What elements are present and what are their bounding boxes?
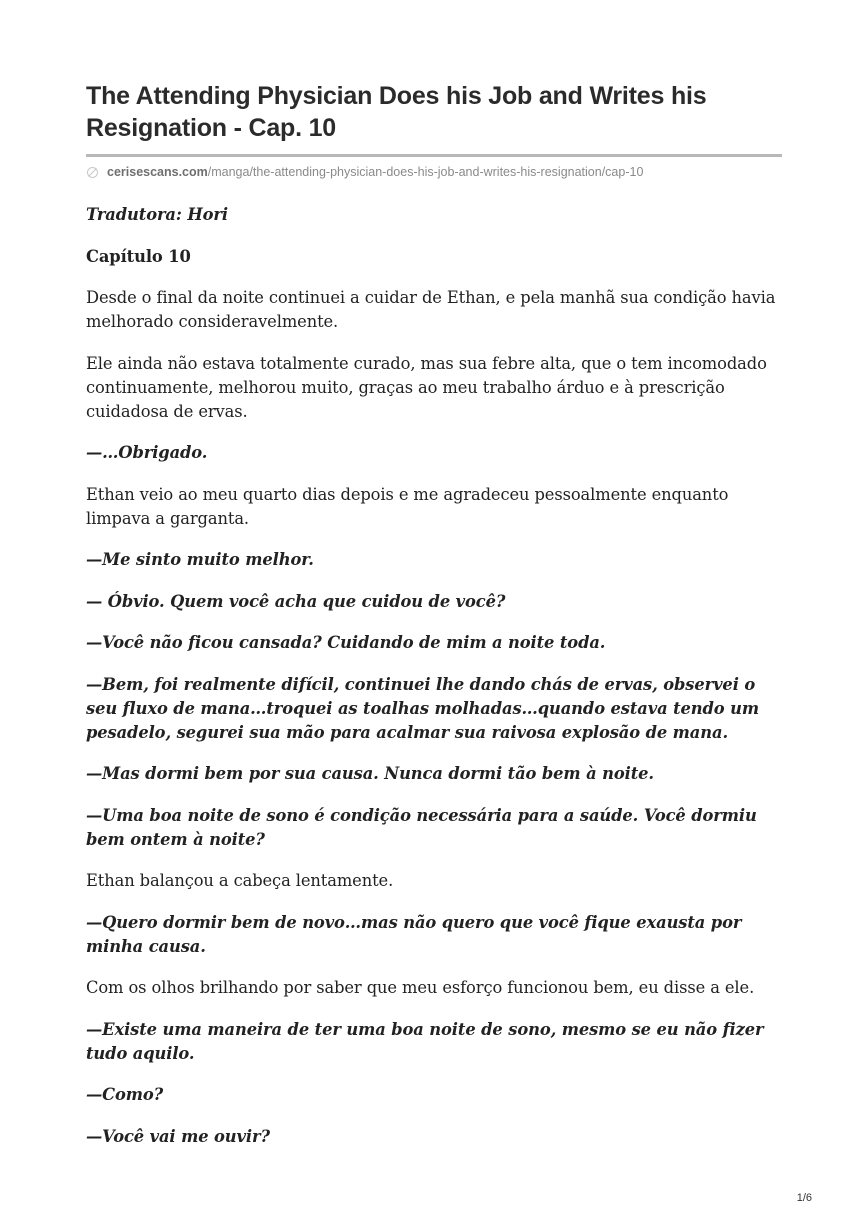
paragraph-dialog: —Existe uma maneira de ter uma boa noite de sono, mesmo se eu não fizer tudo aquilo. bbox=[86, 1019, 764, 1063]
favicon-icon bbox=[86, 166, 99, 179]
source-url[interactable] bbox=[86, 163, 782, 181]
paragraph-translator: Tradutora: Hori bbox=[86, 205, 228, 224]
source-path: /manga/the-attending-physician-does-his-job-and-writes-his-resignation/cap-10 bbox=[207, 165, 644, 179]
paragraph-dialog: —Bem, foi realmente difícil, continuei lhe dando chás de ervas, observei o seu fluxo de mana…troquei as toalhas molhadas…quando estava tendo um pesadelo, segurei sua mão para acalmar sua raivosa explosão de mana. bbox=[86, 674, 759, 742]
page-number: 1/6 bbox=[796, 1192, 812, 1204]
paragraph-dialog: —Você vai me ouvir? bbox=[86, 1126, 270, 1146]
paragraph-chapter: Capítulo 10 bbox=[86, 246, 191, 266]
paragraph-dialog: —Me sinto muito melhor. bbox=[86, 550, 314, 569]
paragraph-normal: Desde o final da noite continuei a cuidar de Ethan, e pela manhã sua condição havia melhorado consideravelmente. bbox=[86, 288, 776, 331]
paragraph-dialog: — Óbvio. Quem você acha que cuidou de você? bbox=[86, 591, 506, 611]
paragraph-dialog: —Como? bbox=[86, 1085, 164, 1104]
paragraph-dialog: —Mas dormi bem por sua causa. Nunca dormi tão bem à noite. bbox=[86, 764, 654, 783]
document-page bbox=[86, 80, 782, 1166]
source-domain: cerisescans.com bbox=[107, 165, 208, 179]
paragraph-dialog: —…Obrigado. bbox=[86, 443, 208, 462]
page-title: The Attending Physician Does his Job and Writes his Resignation - Cap. 10 bbox=[86, 82, 707, 142]
title-divider bbox=[86, 154, 782, 157]
paragraph-dialog: —Uma boa noite de sono é condição necessária para a saúde. Você dormiu bem ontem à noite? bbox=[86, 805, 757, 849]
paragraph-normal: Com os olhos brilhando por saber que meu esforço funcionou bem, eu disse a ele. bbox=[86, 978, 755, 997]
paragraph-normal: Ethan veio ao meu quarto dias depois e me agradeceu pessoalmente enquanto limpava a garganta. bbox=[86, 484, 729, 528]
paragraph-normal: Ethan balançou a cabeça lentamente. bbox=[86, 871, 394, 890]
article-body bbox=[86, 203, 782, 1149]
paragraph-dialog: —Você não ficou cansada? Cuidando de mim a noite toda. bbox=[86, 633, 606, 652]
paragraph-normal: Ele ainda não estava totalmente curado, mas sua febre alta, que o tem incomodado continuamente, melhorou muito, graças ao meu trabalho árduo e à prescrição cuidadosa de ervas. bbox=[86, 353, 767, 421]
paragraph-dialog: —Quero dormir bem de novo…mas não quero que você fique exausta por minha causa. bbox=[86, 912, 742, 956]
